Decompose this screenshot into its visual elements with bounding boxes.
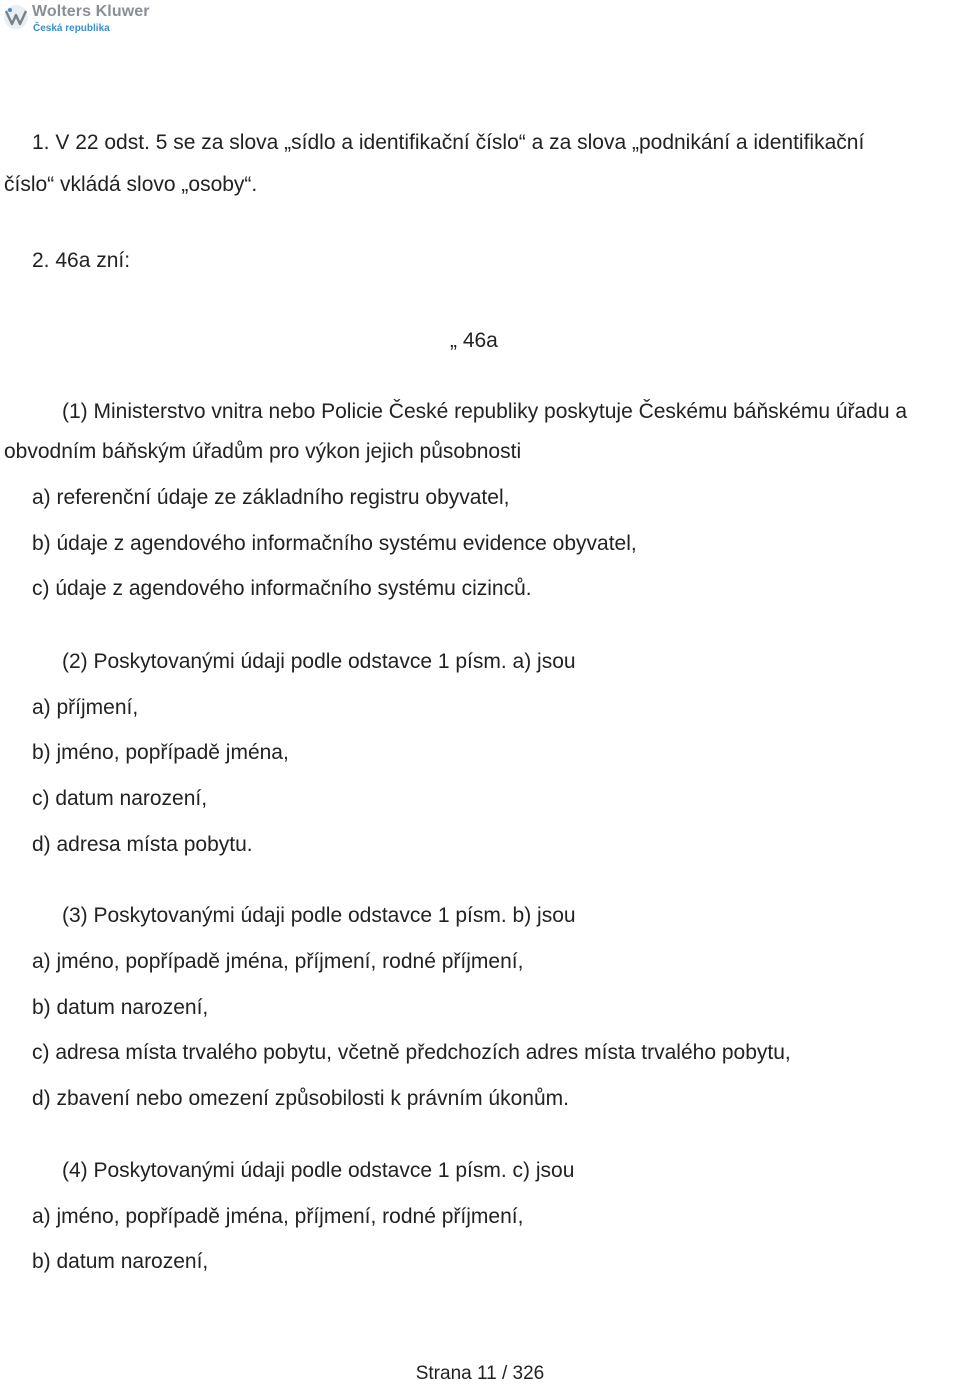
subsection-1-line-1: (1) Ministerstvo vnitra nebo Policie České republiky poskytuje Českému báňskému úřadu a [62,400,908,423]
subsection-3-item-c: c) adresa místa trvalého pobytu, včetně předchozích adres místa trvalého pobytu, [32,1041,791,1064]
logo-subtitle: Česká republika [33,23,110,34]
section-title: „ 46a [450,329,498,352]
subsection-1-item-b: b) údaje z agendového informačního systému evidence obyvatel, [32,532,637,555]
subsection-3-heading: (3) Poskytovanými údaji podle odstavce 1 písm. b) jsou [62,904,576,927]
subsection-4-heading: (4) Poskytovanými údaji podle odstavce 1 písm. c) jsou [62,1159,575,1182]
publisher-logo [3,2,153,36]
paragraph-1-line-2: číslo“ vkládá slovo „osoby“. [4,173,258,196]
subsection-4-item-b: b) datum narození, [32,1250,209,1273]
subsection-3-item-a: a) jméno, popřípadě jména, příjmení, rodné příjmení, [32,950,524,973]
subsection-1-item-a: a) referenční údaje ze základního registru obyvatel, [32,486,510,509]
subsection-1-line-2: obvodním báňským úřadům pro výkon jejich působnosti [4,440,522,463]
subsection-3-item-b: b) datum narození, [32,996,209,1019]
page-number: Strana 11 / 326 [415,1363,545,1384]
subsection-1-item-c: c) údaje z agendového informačního systému cizinců. [32,577,532,600]
subsection-2-item-c: c) datum narození, [32,787,208,810]
subsection-2-heading: (2) Poskytovanými údaji podle odstavce 1 písm. a) jsou [62,650,576,673]
paragraph-1-line-1: 1. V 22 odst. 5 se za slova „sídlo a identifikační číslo“ a za slova „podnikání a identifikační [32,131,865,154]
wolters-kluwer-logo-icon [3,4,29,30]
subsection-2-item-d: d) adresa místa pobytu. [32,833,253,856]
logo-name: Wolters Kluwer [32,3,150,20]
subsection-4-item-a: a) jméno, popřípadě jména, příjmení, rodné příjmení, [32,1205,524,1228]
paragraph-2: 2. 46a zní: [32,249,131,272]
subsection-3-item-d: d) zbavení nebo omezení způsobilosti k právním úkonům. [32,1087,569,1110]
subsection-2-item-b: b) jméno, popřípadě jména, [32,741,289,764]
subsection-2-item-a: a) příjmení, [32,696,139,719]
